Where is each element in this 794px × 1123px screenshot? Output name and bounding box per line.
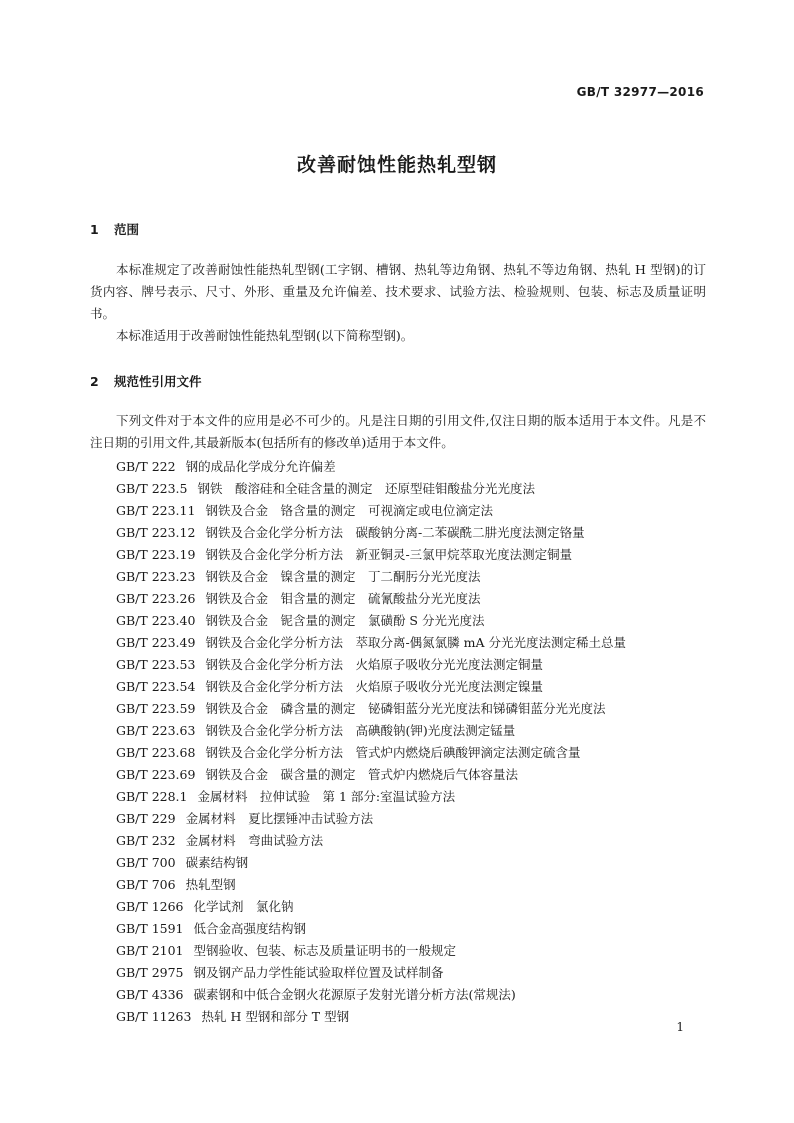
reference-title: 金属材料 弯曲试验方法 (185, 833, 324, 848)
reference-title: 热轧型钢 (185, 877, 236, 892)
reference-code: GB/T 228.1 (116, 789, 188, 804)
reference-item (116, 830, 716, 852)
reference-title: 钢的成品化学成分允许偏差 (185, 459, 336, 474)
reference-item (116, 456, 716, 478)
reference-title: 钢铁及合金 磷含量的测定 铋磷钼蓝分光光度法和锑磷钼蓝分光光度法 (205, 701, 606, 716)
reference-code: GB/T 706 (116, 877, 176, 892)
standard-number: GB/T 32977—2016 (576, 85, 704, 99)
reference-title: 钢铁及合金化学分析方法 高碘酸钠(钾)光度法测定锰量 (205, 723, 516, 738)
reference-code: GB/T 223.49 (116, 635, 196, 650)
reference-title: 钢铁 酸溶硅和全硅含量的测定 还原型硅钼酸盐分光光度法 (197, 481, 535, 496)
reference-item (116, 654, 716, 676)
reference-code: GB/T 223.59 (116, 701, 196, 716)
reference-item (116, 1006, 716, 1028)
reference-item (116, 632, 716, 654)
reference-code: GB/T 232 (116, 833, 176, 848)
reference-item (116, 676, 716, 698)
section-2-heading (90, 372, 202, 390)
reference-item (116, 588, 716, 610)
reference-item (116, 698, 716, 720)
reference-title: 碳素钢和中低合金钢火花源原子发射光谱分析方法(常规法) (193, 987, 516, 1002)
reference-title: 钢及钢产品力学性能试验取样位置及试样制备 (193, 965, 444, 980)
reference-code: GB/T 223.54 (116, 679, 196, 694)
reference-code: GB/T 222 (116, 459, 176, 474)
section-1-paragraph-2: 本标准适用于改善耐蚀性能热轧型钢(以下简称型钢)。 (116, 328, 414, 343)
reference-item (116, 742, 716, 764)
reference-code: GB/T 223.68 (116, 745, 196, 760)
reference-title: 热轧 H 型钢和部分 T 型钢 (201, 1009, 350, 1024)
reference-item (116, 720, 716, 742)
reference-title: 钢铁及合金化学分析方法 新亚铜灵-三氯甲烷萃取光度法测定铜量 (205, 547, 573, 562)
reference-title: 钢铁及合金 碳含量的测定 管式炉内燃烧后气体容量法 (205, 767, 518, 782)
reference-item (116, 874, 716, 896)
reference-code: GB/T 223.11 (116, 503, 196, 518)
reference-title: 型钢验收、包装、标志及质量证明书的一般规定 (193, 943, 457, 958)
reference-code: GB/T 223.5 (116, 481, 188, 496)
reference-code: GB/T 4336 (116, 987, 184, 1002)
reference-item (116, 852, 716, 874)
reference-list (116, 456, 716, 1028)
reference-title: 金属材料 拉伸试验 第 1 部分:室温试验方法 (197, 789, 456, 804)
reference-title: 低合金高强度结构钢 (193, 921, 307, 936)
reference-code: GB/T 2975 (116, 965, 184, 980)
reference-title: 钢铁及合金 钼含量的测定 硫氰酸盐分光光度法 (205, 591, 481, 606)
reference-title: 化学试剂 氯化钠 (193, 899, 294, 914)
reference-item (116, 984, 716, 1006)
section-1-heading (90, 220, 139, 238)
reference-code: GB/T 229 (116, 811, 176, 826)
reference-item (116, 522, 716, 544)
reference-code: GB/T 11263 (116, 1009, 192, 1024)
reference-title: 钢铁及合金 铬含量的测定 可视滴定或电位滴定法 (205, 503, 493, 518)
reference-item (116, 918, 716, 940)
reference-title: 钢铁及合金 镍含量的测定 丁二酮肟分光光度法 (205, 569, 481, 584)
reference-code: GB/T 223.63 (116, 723, 196, 738)
section-1-paragraph-1: 本标准规定了改善耐蚀性能热轧型钢(工字钢、槽钢、热轧等边角钢、热轧不等边角钢、热轧 H 型钢)的订货内容、牌号表示、尺寸、外形、重量及允许偏差、技术要求、试验方法、检验规则、包装、标志及质量证明书。 (90, 262, 706, 321)
reference-code: GB/T 700 (116, 855, 176, 870)
section-1-title: 范围 (114, 222, 140, 237)
section-2-number: 2 (90, 374, 99, 389)
reference-code: GB/T 1591 (116, 921, 184, 936)
reference-item (116, 940, 716, 962)
reference-item (116, 786, 716, 808)
reference-code: GB/T 223.53 (116, 657, 196, 672)
reference-code: GB/T 223.26 (116, 591, 196, 606)
section-2-intro: 下列文件对于本文件的应用是必不可少的。凡是注日期的引用文件,仅注日期的版本适用于本文件。凡是不注日期的引用文件,其最新版本(包括所有的修改单)适用于本文件。 (90, 413, 706, 450)
reference-title: 钢铁及合金化学分析方法 碳酸钠分离-二苯碳酰二肼光度法测定铬量 (205, 525, 585, 540)
reference-title: 钢铁及合金化学分析方法 火焰原子吸收分光光度法测定镍量 (205, 679, 543, 694)
reference-item (116, 808, 716, 830)
reference-code: GB/T 223.40 (116, 613, 196, 628)
page-number: 1 (676, 1020, 684, 1034)
reference-title: 碳素结构钢 (185, 855, 249, 870)
reference-title: 钢铁及合金化学分析方法 管式炉内燃烧后碘酸钾滴定法测定硫含量 (205, 745, 581, 760)
reference-item (116, 764, 716, 786)
reference-item (116, 544, 716, 566)
reference-code: GB/T 223.69 (116, 767, 196, 782)
reference-title: 钢铁及合金化学分析方法 萃取分离-偶氮氯膦 mA 分光光度法测定稀土总量 (205, 635, 626, 650)
reference-item (116, 610, 716, 632)
reference-code: GB/T 223.19 (116, 547, 196, 562)
reference-code: GB/T 223.23 (116, 569, 196, 584)
section-2-title: 规范性引用文件 (114, 374, 202, 389)
reference-title: 金属材料 夏比摆锤冲击试验方法 (185, 811, 374, 826)
reference-code: GB/T 223.12 (116, 525, 196, 540)
reference-item (116, 478, 716, 500)
reference-item (116, 566, 716, 588)
reference-item (116, 962, 716, 984)
reference-title: 钢铁及合金化学分析方法 火焰原子吸收分光光度法测定铜量 (205, 657, 543, 672)
document-title: 改善耐蚀性能热轧型钢 (296, 154, 497, 176)
reference-code: GB/T 2101 (116, 943, 184, 958)
reference-code: GB/T 1266 (116, 899, 184, 914)
reference-item (116, 500, 716, 522)
section-1-number: 1 (90, 222, 99, 237)
reference-item (116, 896, 716, 918)
reference-title: 钢铁及合金 铌含量的测定 氯磺酚 S 分光光度法 (205, 613, 485, 628)
